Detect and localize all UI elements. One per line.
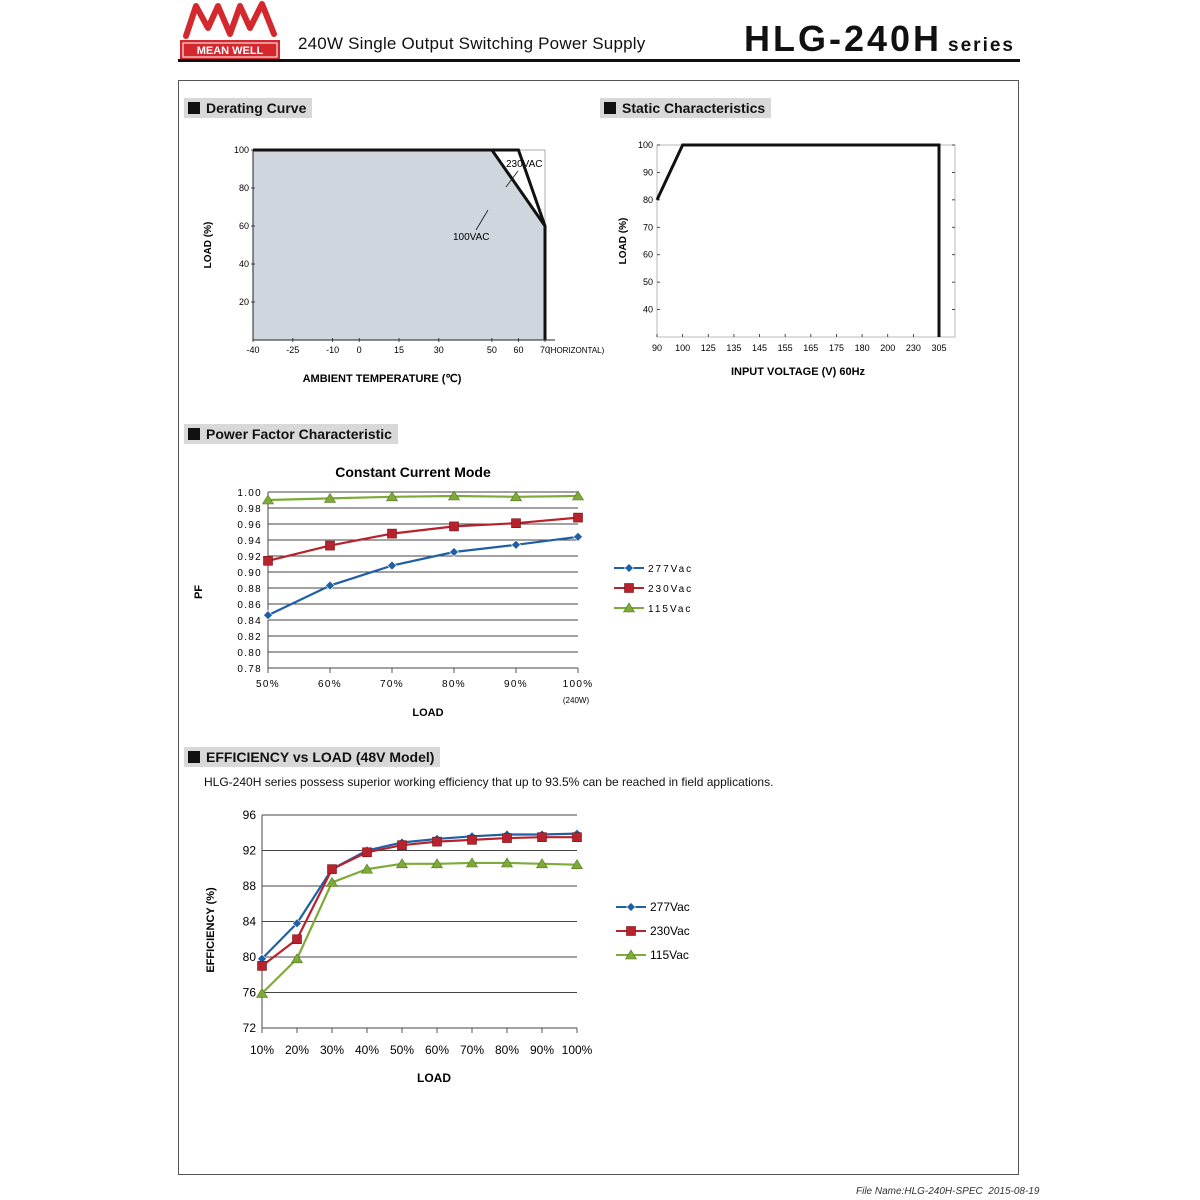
series-115vac-line [262,863,577,993]
y-tick-label: 60 [238,221,249,231]
header-rule [178,59,1020,62]
logo-text: MEAN WELL [196,45,264,57]
section-power-factor: Power Factor Characteristic [184,424,398,444]
x-tick-label: 200 [880,343,896,353]
footer-file-name: File Name:HLG-240H-SPEC [856,1186,983,1197]
x-tick-label: 100% [561,1043,593,1057]
legend-115vac-label: 115Vac [648,604,693,615]
y-tick-label: 0.92 [237,552,262,563]
legend-230vac-label: 230Vac [648,584,694,595]
x-tick-label: 50 [486,345,497,355]
series-230vac-point [326,541,335,550]
x-tick-label: -40 [246,345,260,355]
y-tick-label: 0.88 [237,584,262,595]
series-230vac-point [258,961,267,970]
x-axis-label: LOAD [417,1071,451,1085]
document-subtitle: 240W Single Output Switching Power Supply [298,34,646,53]
x-tick-label: 165 [803,343,819,353]
legend-230vac-label: 230Vac [650,924,690,938]
x-axis-label: AMBIENT TEMPERATURE (℃) [302,373,462,385]
legend-230vac-marker [625,584,634,593]
legend-277vac-marker [627,903,636,912]
y-tick-label: 40 [238,259,249,269]
y-axis-label: EFFICIENCY (%) [205,887,217,973]
y-tick-label: 92 [242,843,256,858]
efficiency-chart [196,800,716,1095]
series-277vac-point [264,611,273,620]
series-230vac-point [450,522,459,531]
x-tick-label: 155 [777,343,793,353]
x-tick-label: 90% [529,1043,555,1057]
section-derating-curve: Derating Curve [184,98,312,118]
y-tick-label: 60 [642,249,653,260]
series-277vac-point [326,581,335,590]
y-tick-label: 0.98 [237,504,262,515]
x-tick-label: 0 [356,345,362,355]
legend-230vac-marker [627,927,636,936]
y-tick-label: 1.00 [237,488,262,499]
x-axis-note: (HORIZONTAL) [548,346,605,355]
series-230vac-point [468,835,477,844]
y-tick-label: 88 [242,879,256,893]
y-tick-label: 0.82 [237,632,262,643]
x-tick-label: 70% [459,1043,485,1057]
static-chart [600,135,980,385]
chart-title: Constant Current Mode [335,464,491,480]
y-tick-label: 0.86 [237,600,262,611]
mean-well-logo [178,0,282,62]
y-tick-label: 100 [637,140,653,150]
y-tick-label: 76 [242,985,256,1000]
x-axis-label: LOAD [412,707,444,719]
footer-file-info [856,1186,1039,1197]
legend-115vac-label: 115Vac [650,948,689,962]
y-axis-label: PF [193,584,205,600]
y-tick-label: 72 [242,1021,256,1035]
x-tick-label: 70% [380,679,404,690]
y-axis-label: LOAD (%) [203,221,214,269]
series-230vac-point [363,848,372,857]
y-tick-label: 96 [242,808,256,822]
x-tick-label: 305 [931,343,947,353]
y-tick-label: 80 [238,183,249,193]
series-277vac-point [512,540,521,549]
series-277vac-line [262,834,577,959]
x-tick-label: 60% [424,1043,450,1057]
series-115vac-line [268,496,578,500]
series-230vac-point [293,935,302,944]
x-tick-label: 60% [318,679,342,690]
series-230vac-point [503,834,512,843]
y-tick-label: 0.94 [237,536,262,547]
power-factor-chart [190,455,710,725]
x-tick-label: 30 [433,345,444,355]
series-230vac-point [398,841,407,850]
x-tick-label: 90% [504,679,528,690]
x-tick-label: 50% [389,1043,415,1057]
efficiency-description: HLG-240H series possess superior working efficiency that up to 93.5% can be reached in field applications. [204,775,774,789]
y-tick-label: 0.78 [237,664,262,675]
y-tick-label: 50 [642,277,653,288]
series-230vac-point [573,833,582,842]
series-277vac-point [450,548,459,557]
y-tick-label: 0.96 [237,520,262,531]
x-tick-label: 50% [256,679,280,690]
series-230vac-point [264,556,273,565]
series-115vac-point [292,954,303,963]
x-tick-label: 100% [562,679,594,690]
series-100vac-label: 100VAC [453,232,490,243]
y-tick-label: 0.90 [237,568,262,579]
x-tick-label: 40% [354,1043,380,1057]
series-230vac-point [512,519,521,528]
series-title [744,18,1015,60]
series-277vac-point [388,561,397,570]
x-tick-label: -25 [286,345,300,355]
series-suffix: series [948,35,1015,56]
x-tick-label: 175 [828,343,844,353]
x-tick-label: 15 [393,345,405,355]
y-tick-label: 100 [233,145,249,155]
x-tick-label: 30% [319,1043,345,1057]
legend-277vac-label: 277Vac [648,564,694,575]
series-230vac-point [388,529,397,538]
series-230vac-point [328,865,337,874]
y-axis-label: LOAD (%) [618,217,629,265]
plot-area [657,145,955,337]
y-tick-label: 90 [642,167,653,178]
legend-277vac-label: 277Vac [650,900,690,914]
y-tick-label: 40 [642,304,653,315]
series-230vac-label: 230VAC [506,159,543,170]
x-tick-label: 60 [513,345,524,355]
series-230vac-point [538,833,547,842]
x-axis-note: (240W) [562,696,590,705]
y-tick-label: 0.80 [237,648,262,659]
x-tick-label: 80% [494,1043,520,1057]
x-tick-label: 90 [651,343,663,353]
y-tick-label: 20 [238,297,249,307]
x-tick-label: 145 [752,343,768,353]
x-tick-label: 10% [249,1043,275,1057]
series-230vac-point [574,513,583,522]
x-tick-label: 230 [905,343,921,353]
derating-area [253,150,545,340]
x-tick-label: 100 [675,343,691,353]
x-tick-label: 80% [442,679,466,690]
footer-date: 2015-08-19 [988,1186,1040,1197]
derating-chart [196,140,616,390]
y-tick-label: 80 [242,950,256,964]
y-tick-label: 80 [642,194,653,205]
x-axis-label: INPUT VOLTAGE (V) 60Hz [730,366,866,378]
x-tick-label: 135 [726,343,742,353]
y-tick-label: 84 [242,914,256,929]
x-tick-label: -10 [326,345,340,355]
x-tick-label: 125 [700,343,716,353]
section-static-characteristics: Static Characteristics [600,98,771,118]
x-tick-label: 180 [854,343,870,353]
series-230vac-point [433,837,442,846]
legend-277vac-marker [625,564,634,573]
y-tick-label: 70 [642,222,653,233]
x-tick-label: 70 [539,345,551,355]
x-tick-label: 20% [284,1043,310,1057]
series-230vac-line [262,837,577,966]
section-efficiency: EFFICIENCY vs LOAD (48V Model) [184,747,440,767]
model-name: HLG-240H [744,18,943,59]
y-tick-label: 0.84 [237,616,262,627]
